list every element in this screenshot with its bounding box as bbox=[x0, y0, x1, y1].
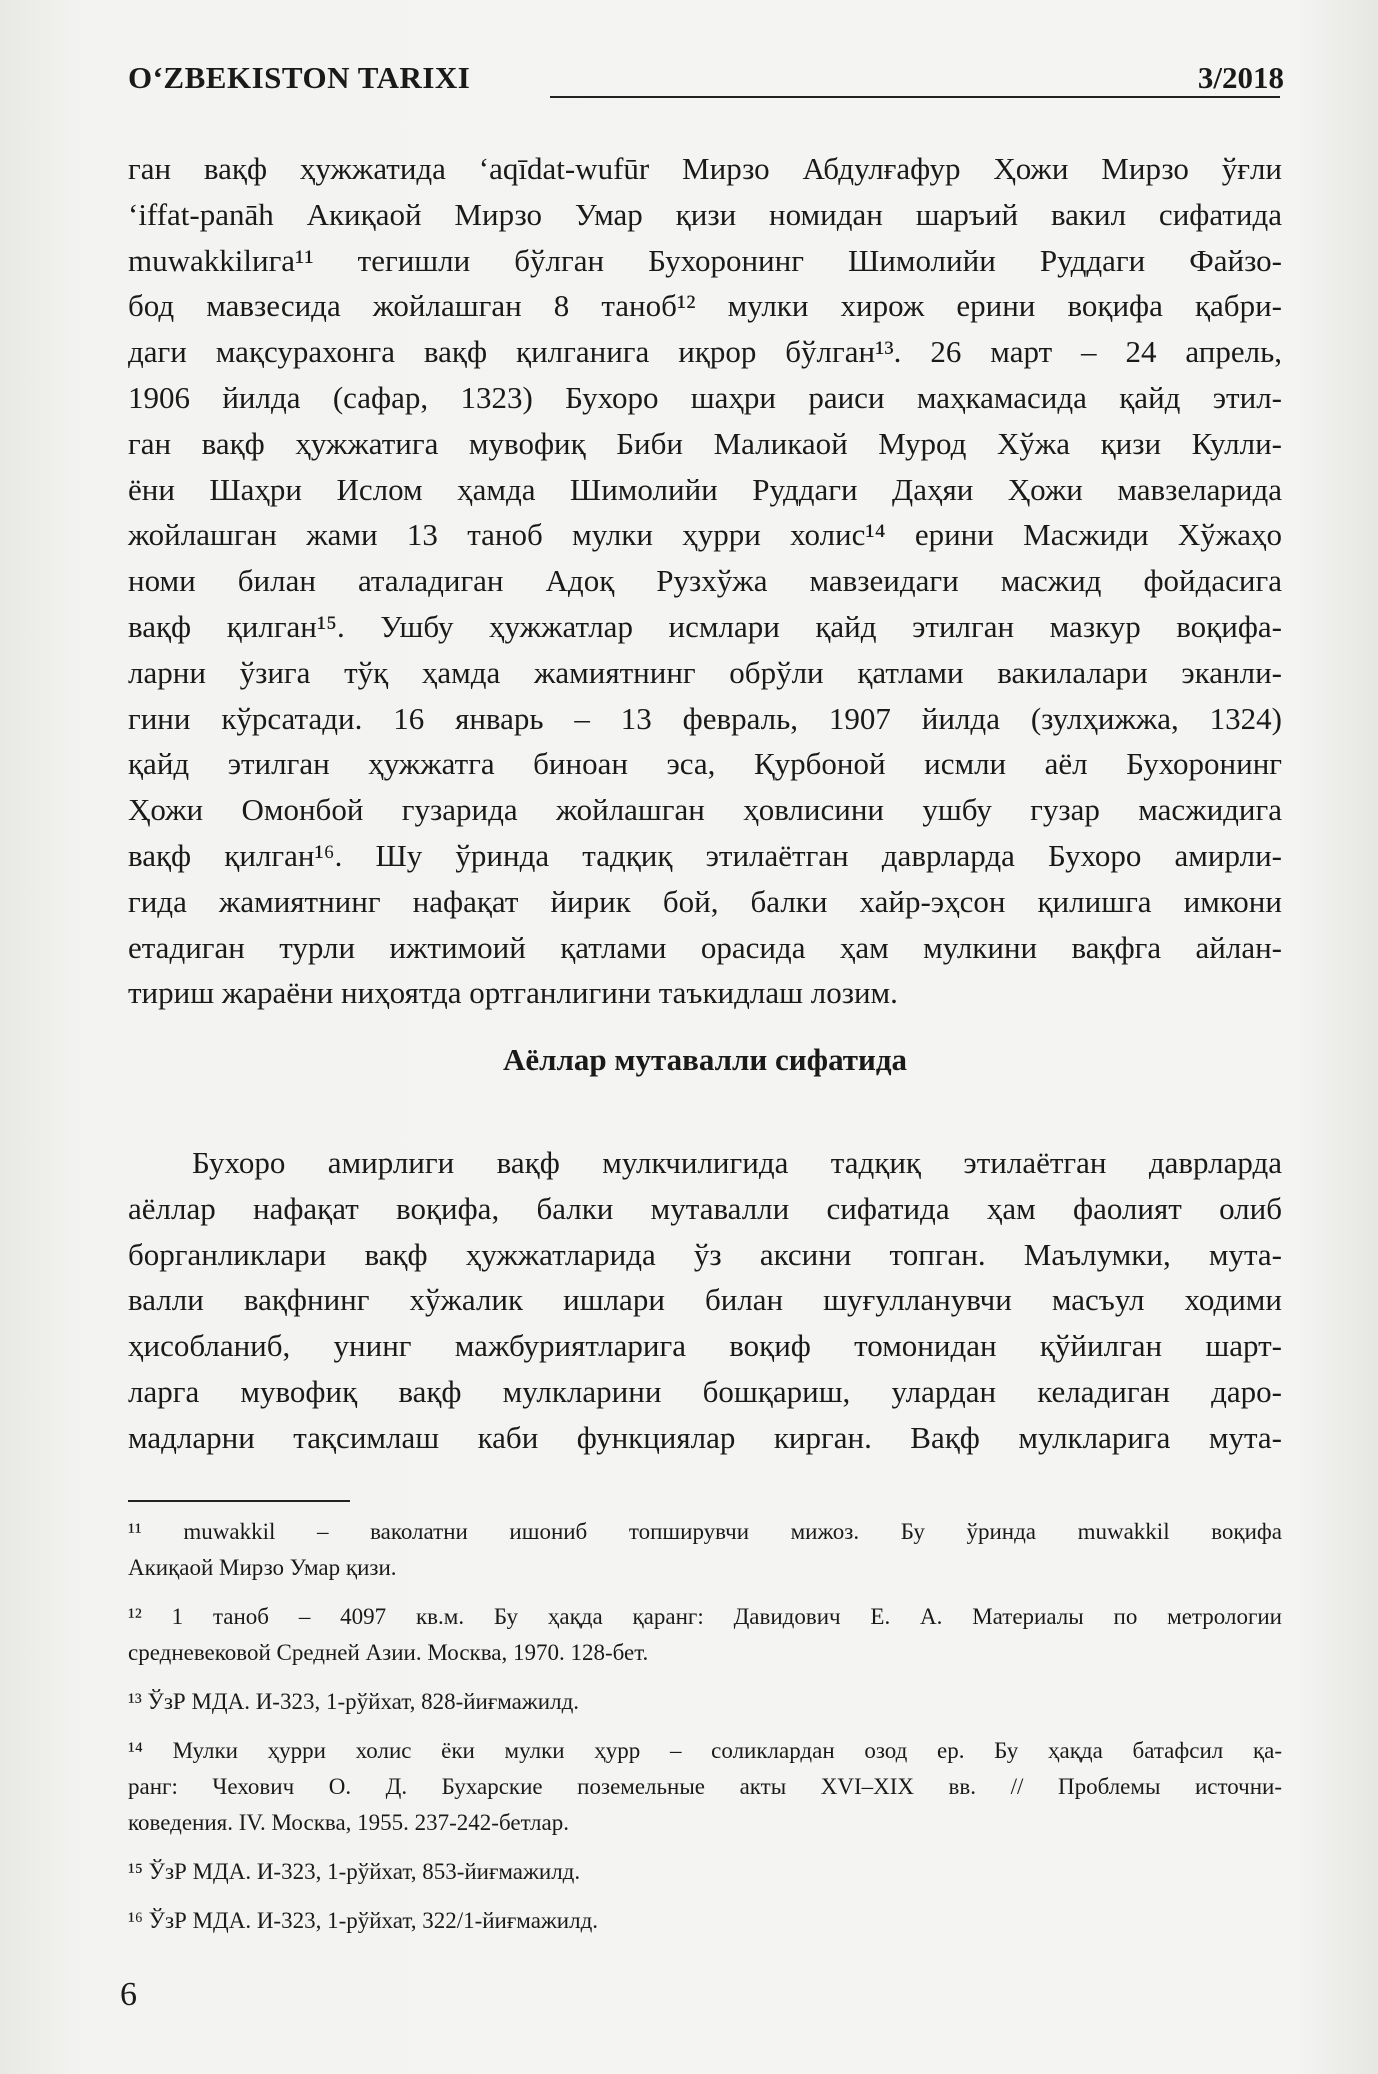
text-line: muwakkilига¹¹ тегишли бўлган Бухоронинг Шимолийи Руддаги Файзо- bbox=[128, 242, 1282, 278]
text-line: аёллар нафақат воқифа, балки мутавалли сифатида ҳам фаолият олиб bbox=[128, 1190, 1282, 1226]
paragraph-1 bbox=[128, 146, 1282, 1016]
footnote-line: коведения. IV. Москва, 1955. 237-242-бетлар. bbox=[128, 1810, 569, 1835]
footnote-line: ¹⁴ Мулки ҳурри холис ёки мулки ҳурр – соликлардан озод ер. Бу ҳақда батафсил қа- bbox=[128, 1738, 1282, 1763]
footnotes bbox=[128, 1514, 1282, 1952]
section-heading: Аёллар мутавалли сифатида bbox=[502, 1042, 908, 1077]
text-line: ган вақф ҳужжатида ‘aqīdat-wufūr Мирзо Абдулғафур Ҳожи Мирзо ўғли bbox=[128, 151, 1282, 186]
text-line: етадиган турли ижтимоий қатлами орасида ҳам мулкини вақфга айлан- bbox=[128, 929, 1282, 965]
text-line: гида жамиятнинг нафақат йирик бой, балки хайр-эҳсон қилишга имкони bbox=[128, 883, 1282, 919]
footnote-rule bbox=[128, 1500, 350, 1502]
text-line: жойлашган жами 13 таноб мулки ҳурри холис¹⁴ ерини Масжиди Хўжаҳо bbox=[128, 517, 1282, 553]
issue-number: 3/2018 bbox=[1197, 60, 1284, 95]
running-header bbox=[128, 54, 1284, 102]
text-line: вақф қилган¹⁵. Ушбу ҳужжатлар исмлари қайд этилган мазкур воқифа- bbox=[128, 608, 1282, 644]
footnote-line: Акиқаой Мирзо Умар қизи. bbox=[128, 1555, 397, 1580]
page-number: 6 bbox=[120, 1976, 137, 2013]
text-line: гини кўрсатади. 16 январь – 13 февраль, 1907 йилда (зулҳижжа, 1324) bbox=[128, 700, 1282, 736]
text-line: тириш жараёни ниҳоятда ортганлигини таъкидлаш лозим. bbox=[128, 975, 898, 1011]
text-line: ларга мувофиқ вақф мулкларини бошқариш, улардан келадиган даро- bbox=[128, 1373, 1282, 1409]
text-line: бод мавзесида жойлашган 8 таноб¹² мулки хирож ерини воқифа қабри- bbox=[128, 288, 1282, 324]
text-line: ёни Шаҳри Ислом ҳамда Шимолийи Руддаги Даҳяи Ҳожи мавзеларида bbox=[128, 471, 1282, 507]
text-line: Ҳожи Омонбой гузарида жойлашган ҳовлисини ушбу гузар масжидига bbox=[128, 792, 1282, 828]
footnote-line: средневековой Средней Азии. Москва, 1970. 128-бет. bbox=[128, 1640, 649, 1665]
text-line: ларни ўзига тўқ ҳамда жамиятнинг обрўли қатлами вакилалари эканли- bbox=[128, 654, 1282, 690]
footnote-line: ¹⁶ ЎзР МДА. И-323, 1-рўйхат, 322/1-йиғмажилд. bbox=[128, 1908, 599, 1933]
text-line: вақф қилган¹⁶. Шу ўринда тадқиқ этилаётган даврларда Бухоро амирли- bbox=[128, 837, 1282, 873]
footnote-line: ¹⁵ ЎзР МДА. И-323, 1-рўйхат, 853-йиғмажилд. bbox=[128, 1859, 581, 1884]
footnote-line: ¹³ ЎзР МДА. И-323, 1-рўйхат, 828-йиғмажилд. bbox=[128, 1689, 580, 1714]
text-line: номи билан аталадиган Адоқ Рузхўжа мавзеидаги масжид фойдасига bbox=[128, 563, 1282, 599]
text-line: валли вақфнинг хўжалик ишлари билан шуғулланувчи масъул ходими bbox=[128, 1282, 1282, 1318]
footnote-line: ранг: Чехович О. Д. Бухарские поземельные акты XVI–XIX вв. // Проблемы источни- bbox=[128, 1774, 1282, 1799]
text-line: мадларни тақсимлаш каби функциялар кирган. Вақф мулкларига мута- bbox=[128, 1419, 1282, 1455]
text-line: ‘iffat-panāh Акиқаой Мирзо Умар қизи номидан шаръий вакил сифатида bbox=[128, 196, 1282, 232]
header-rule bbox=[550, 96, 1280, 98]
footnote-line: ¹¹ muwakkil – ваколатни ишониб топширувчи мижоз. Бу ўринда muwakkil воқифа bbox=[128, 1519, 1282, 1544]
text-line: 1906 йилда (сафар, 1323) Бухоро шаҳри раиси маҳкамасида қайд этил- bbox=[128, 379, 1282, 415]
footnote-14 bbox=[128, 1733, 1282, 1841]
paragraph-2 bbox=[128, 1140, 1282, 1461]
footnote-11 bbox=[128, 1514, 1282, 1586]
text-line: ган вақф ҳужжатига мувофиқ Биби Маликаой Мурод Хўжа қизи Кулли- bbox=[128, 425, 1282, 461]
text-line: қайд этилган ҳужжатга биноан эса, Қурбоной исмли аёл Бухоронинг bbox=[128, 746, 1282, 782]
footnote-13 bbox=[128, 1684, 1282, 1720]
text-line: ҳисобланиб, унинг мажбуриятларига воқиф томонидан қўйилган шарт- bbox=[128, 1328, 1282, 1364]
text-line: даги мақсурахонга вақф қилганига иқрор бўлган¹³. 26 март – 24 апрель, bbox=[128, 334, 1282, 370]
text-line: борганликлари вақф ҳужжатларида ўз аксини топган. Маълумки, мута- bbox=[128, 1236, 1282, 1272]
footnote-12 bbox=[128, 1599, 1282, 1671]
journal-title: O‘ZBEKISTON TARIXI bbox=[128, 60, 471, 95]
footnote-line: ¹² 1 таноб – 4097 кв.м. Бу ҳақда қаранг: Давидович Е. А. Материалы по метрологии bbox=[128, 1604, 1282, 1629]
footnote-15 bbox=[128, 1854, 1282, 1890]
footnote-16 bbox=[128, 1903, 1282, 1939]
text-line: Бухоро амирлиги вақф мулкчилигида тадқиқ этилаётган даврларда bbox=[192, 1145, 1282, 1180]
